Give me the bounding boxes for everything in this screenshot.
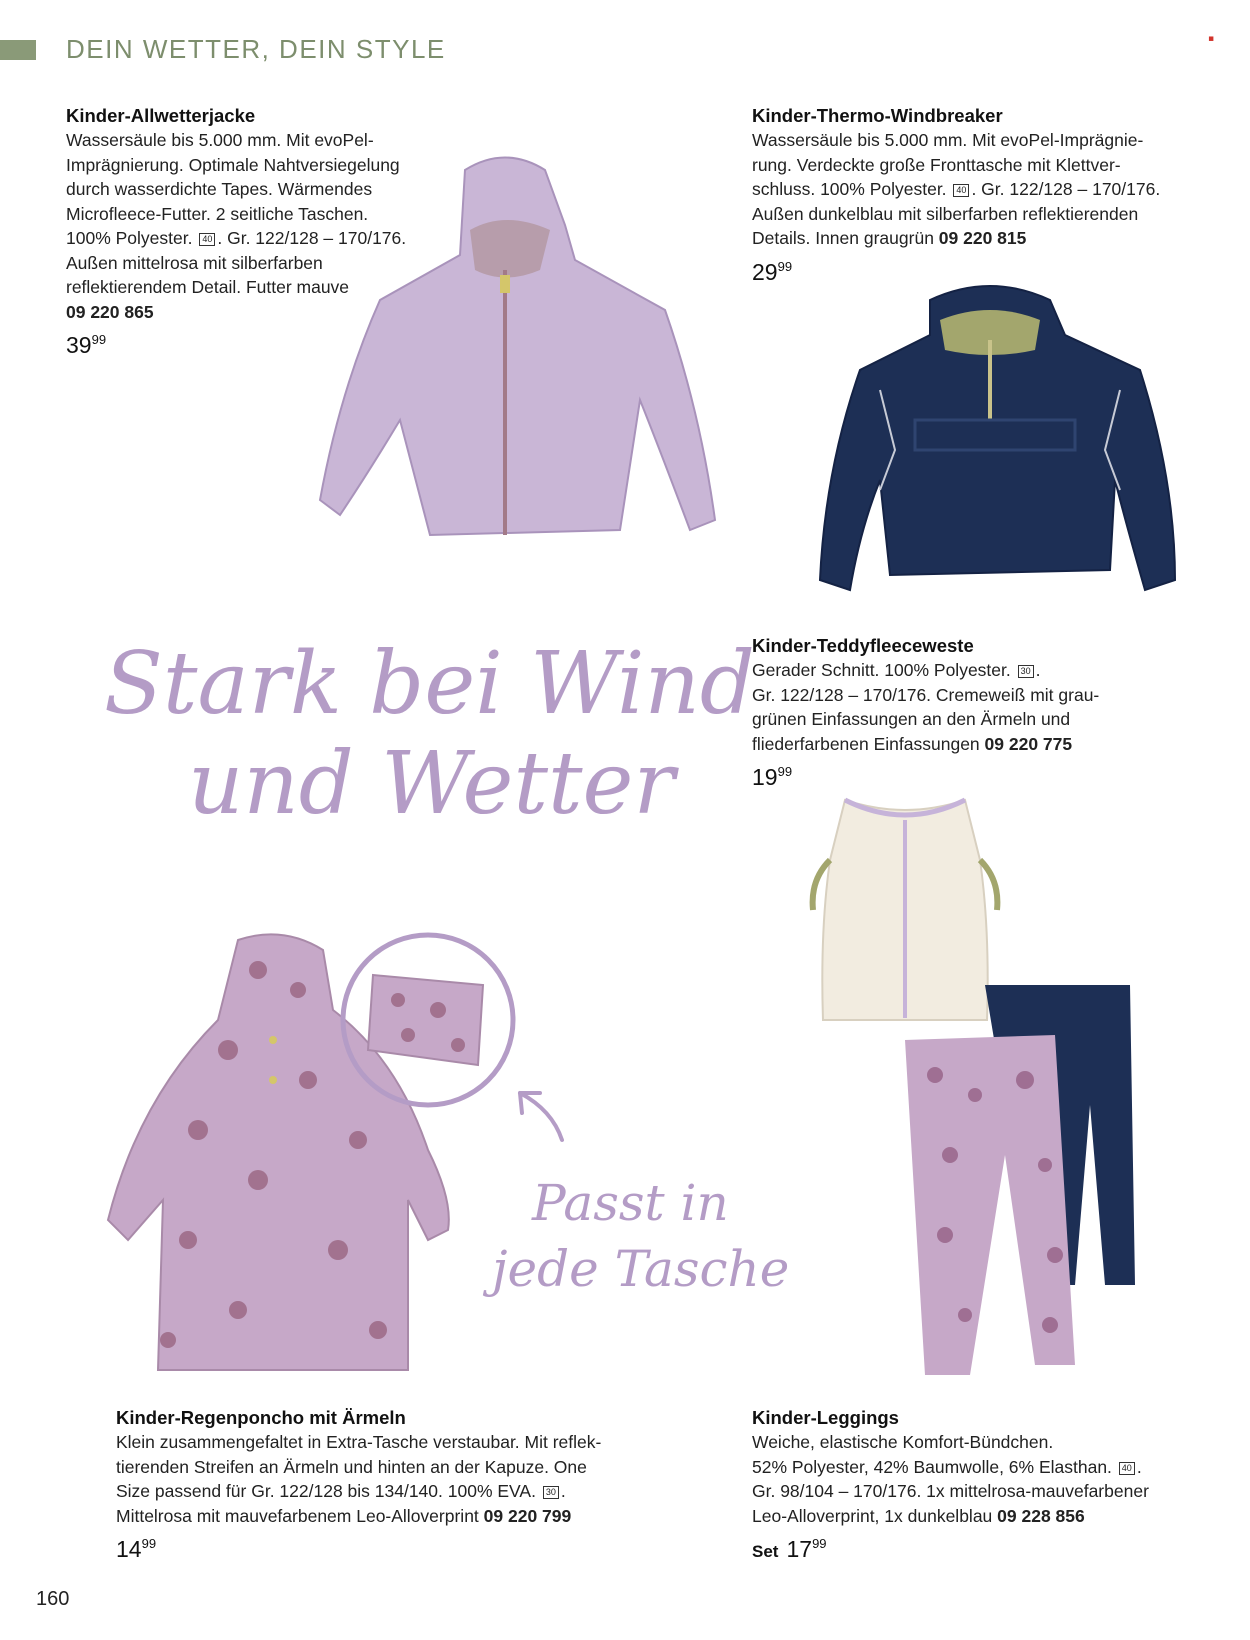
desc-line: schluss. 100% Polyester. 40 . Gr. 122/128 – 170/176. [752, 179, 1161, 199]
price-integer: 39 [66, 332, 92, 358]
desc-text: Gr. 122/128 – 170/176. [981, 179, 1161, 199]
price-decimal: 99 [777, 258, 793, 274]
desc-line: Gerader Schnitt. 100% Polyester. 30 . [752, 660, 1041, 680]
desc-line [752, 226, 1172, 251]
desc-line: 100% Polyester. 40 . Gr. 122/128 – 170/176. [66, 228, 407, 248]
desc-text: Details. Innen graugrün [752, 228, 934, 248]
desc-line [116, 1504, 656, 1529]
article-number: 09 220 775 [984, 733, 1073, 754]
desc-text: Gerader Schnitt. 100% Polyester. [752, 660, 1011, 680]
price-integer: 29 [752, 258, 778, 285]
price [116, 1536, 656, 1563]
price-integer: 19 [752, 764, 778, 790]
arrow-icon [512, 1085, 572, 1145]
desc-line: Gr. 98/104 – 170/176. 1x mittelrosa-mauvefarbener [752, 1481, 1149, 1501]
script-headline [104, 634, 755, 834]
price-decimal: 99 [777, 764, 793, 779]
desc-line: rung. Verdeckte große Fronttasche mit Klettver- [752, 154, 1121, 175]
script-headline-line2: und Wetter [188, 734, 675, 834]
desc-line [752, 732, 1172, 757]
product-poncho [116, 1406, 656, 1563]
desc-line: Microfleece-Futter. 2 seitliche Taschen. [66, 203, 369, 224]
product-title: Kinder-Leggings [752, 1407, 899, 1428]
washing-care-icon: 30 [1018, 665, 1034, 678]
script-tagline-line2: jede Tasche [492, 1240, 790, 1298]
price-decimal: 99 [141, 1536, 157, 1551]
product-description [752, 128, 1172, 251]
price-integer: 17 [786, 1536, 813, 1562]
product-image-pouch [338, 930, 518, 1110]
price-decimal: 99 [812, 1536, 827, 1551]
desc-line: reflektierendem Detail. Futter mauve [66, 277, 350, 297]
product-title: Kinder-Teddyfleeceweste [752, 635, 974, 656]
washing-care-icon: 40 [1119, 1462, 1135, 1475]
product-windbreaker [752, 104, 1172, 286]
script-headline-line1: Stark bei Wind [104, 634, 755, 734]
article-number: 09 220 799 [483, 1505, 572, 1526]
product-leggings [752, 1406, 1192, 1563]
header-accent-bar [0, 40, 36, 60]
washing-care-icon: 30 [543, 1486, 559, 1499]
page-number: 160 [36, 1588, 70, 1610]
desc-line: tierenden Streifen an Ärmeln und hinten an der Kapuze. One [116, 1456, 587, 1477]
product-image-leggings [905, 985, 1135, 1385]
set-label: Set [752, 1542, 779, 1561]
desc-text: Gr. 122/128 – 170/176. [227, 228, 407, 248]
article-number: 09 220 815 [938, 228, 1027, 248]
desc-line: durch wasserdichte Tapes. Wärmendes [66, 179, 373, 199]
article-number: 09 220 865 [66, 301, 154, 322]
article-number: 09 228 856 [997, 1505, 1085, 1526]
product-image-windbreaker [820, 280, 1180, 600]
price [752, 764, 1172, 791]
desc-line: Wassersäule bis 5.000 mm. Mit evoPel- [66, 130, 374, 150]
price [752, 1536, 1192, 1563]
desc-line: grünen Einfassungen an den Ärmeln und [752, 709, 1071, 729]
product-description [752, 1430, 1192, 1528]
price-decimal: 99 [91, 332, 107, 347]
product-image-jacket [320, 150, 710, 540]
desc-text: schluss. 100% Polyester. [752, 179, 947, 199]
desc-text: 52% Polyester, 42% Baumwolle, 6% Elasthan. [752, 1456, 1112, 1477]
flag-icon: ▪ [1208, 34, 1215, 44]
product-description [116, 1430, 656, 1528]
desc-text: fliederfarbenen Einfassungen [752, 733, 980, 754]
desc-line: 52% Polyester, 42% Baumwolle, 6% Elasthan. 40 . [752, 1456, 1142, 1477]
product-title: Kinder-Regenponcho mit Ärmeln [116, 1407, 406, 1428]
desc-text: Size passend für Gr. 122/128 bis 134/140. 100% EVA. [116, 1481, 536, 1501]
desc-line: Außen dunkelblau mit silberfarben reflektierenden [752, 203, 1139, 224]
product-title: Kinder-Thermo-Windbreaker [752, 105, 1003, 126]
price-integer: 14 [116, 1536, 142, 1562]
desc-text: Leo-Alloverprint, 1x dunkelblau [752, 1505, 993, 1526]
desc-line: Wassersäule bis 5.000 mm. Mit evoPel-Imprägnie- [752, 130, 1144, 150]
product-description [752, 658, 1172, 756]
product-title: Kinder-Allwetterjacke [66, 105, 256, 126]
page-header-title: DEIN WETTER, DEIN STYLE [66, 34, 446, 64]
washing-care-icon: 40 [199, 233, 215, 246]
washing-care-icon: 40 [953, 184, 969, 197]
desc-line: Imprägnierung. Optimale Nahtversiegelung [66, 154, 400, 175]
desc-line [752, 1504, 1192, 1529]
script-tagline-line1: Passt in [532, 1174, 729, 1232]
desc-line: Size passend für Gr. 122/128 bis 134/140. 100% EVA. 30 . [116, 1481, 566, 1501]
desc-line: Weiche, elastische Komfort-Bündchen. [752, 1432, 1054, 1452]
desc-text: Mittelrosa mit mauvefarbenem Leo-Alloverprint [116, 1505, 479, 1526]
script-tagline [492, 1170, 789, 1302]
product-vest [752, 634, 1172, 791]
desc-line: Außen mittelrosa mit silberfarben [66, 252, 323, 273]
desc-text: 100% Polyester. [66, 228, 193, 248]
desc-line: Klein zusammengefaltet in Extra-Tasche verstaubar. Mit reflek- [116, 1432, 602, 1452]
desc-line: Gr. 122/128 – 170/176. Cremeweiß mit grau- [752, 684, 1100, 705]
